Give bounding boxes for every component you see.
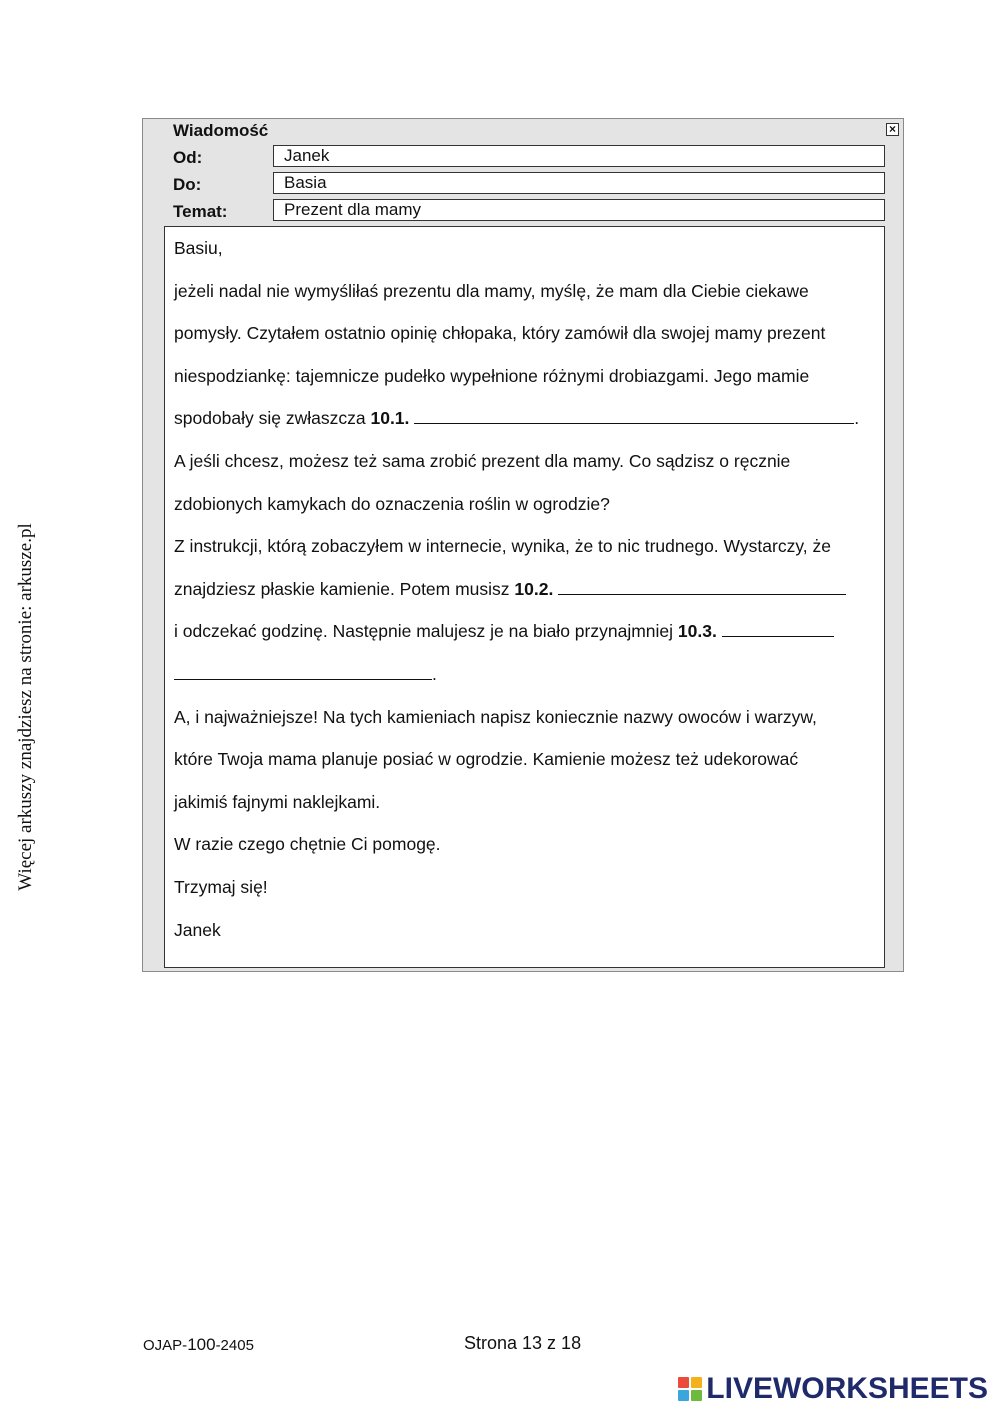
message-line — [174, 575, 884, 618]
message-line: Janek — [174, 919, 221, 940]
message-line: Basiu, — [174, 238, 223, 258]
gap-number-10-2: 10.2. — [514, 578, 554, 599]
message-line: jakimiś fajnymi naklejkami. — [174, 791, 381, 812]
message-line: A jeśli chcesz, możesz też sama zrobić prezent dla mamy. Co sądzisz o ręcznie — [174, 450, 791, 471]
brand-name: LIVEWORKSHEETS — [706, 1372, 988, 1405]
message-window — [142, 118, 904, 972]
message-line: zdobionych kamykach do oznaczenia roślin w ogrodzie? — [174, 493, 610, 514]
message-text: znajdziesz płaskie kamienie. Potem musisz — [174, 578, 515, 599]
subject-field[interactable]: Prezent dla mamy — [273, 199, 885, 221]
gap-number-10-3: 10.3. — [677, 621, 717, 642]
answer-gap-10-2[interactable] — [558, 579, 846, 595]
message-line — [174, 660, 884, 703]
liveworksheets-logo — [678, 1372, 988, 1406]
gap-number-10-1: 10.1. — [370, 408, 410, 429]
from-field[interactable]: Janek — [273, 145, 885, 167]
message-line: Z instrukcji, którą zobaczyłem w internecie, wynika, że to nic trudnego. Wystarczy, że — [174, 536, 831, 557]
period: . — [854, 408, 860, 429]
from-row — [143, 145, 905, 169]
message-line: które Twoja mama planuje posiać w ogrodzie. Kamienie możesz też udekorować — [174, 749, 799, 770]
message-line: W razie czego chętnie Ci pomogę. — [174, 834, 441, 855]
answer-gap-10-3[interactable] — [722, 621, 834, 637]
message-text: spodobały się zwłaszcza — [174, 408, 371, 429]
message-line: A, i najważniejsze! Na tych kamieniach napisz koniecznie nazwy owoców i warzyw, — [174, 706, 817, 727]
exam-code-suffix: -2405 — [215, 1337, 254, 1354]
exam-code-prefix: OJAP- — [143, 1337, 188, 1354]
window-title: Wiadomość — [173, 121, 269, 140]
side-watermark-text: Więcej arkuszy znajdziesz na stronie: arkusze.pl — [15, 523, 36, 891]
exam-code — [143, 1335, 254, 1355]
from-label: Od: — [173, 148, 203, 167]
logo-square — [691, 1377, 702, 1388]
to-label: Do: — [173, 175, 202, 194]
message-line: Trzymaj się! — [174, 876, 268, 897]
subject-row — [143, 199, 905, 223]
message-line: niespodziankę: tajemnicze pudełko wypełnione różnymi drobiazgami. Jego mamie — [174, 365, 810, 386]
answer-gap-10-1[interactable] — [414, 408, 854, 424]
message-line — [174, 404, 884, 447]
page-number: Strona 13 z 18 — [464, 1333, 582, 1353]
logo-square — [678, 1377, 689, 1388]
message-line: pomysły. Czytałem ostatnio opinię chłopaka, który zamówił dla swojej mamy prezent — [174, 323, 826, 344]
exam-code-number: 100 — [187, 1335, 216, 1354]
message-line: jeżeli nadal nie wymyśliłaś prezentu dla mamy, myślę, że mam dla Ciebie ciekawe — [174, 280, 809, 301]
to-field[interactable]: Basia — [273, 172, 885, 194]
logo-icon — [678, 1377, 702, 1401]
message-line — [174, 617, 884, 660]
logo-square — [691, 1390, 702, 1401]
period: . — [432, 663, 437, 684]
answer-gap-10-3-continued[interactable] — [174, 664, 432, 680]
to-row — [143, 172, 905, 196]
message-text: i odczekać godzinę. Następnie malujesz je na biało przynajmniej — [174, 621, 678, 642]
logo-square — [678, 1390, 689, 1401]
subject-label: Temat: — [173, 202, 228, 221]
close-icon[interactable]: × — [886, 123, 899, 136]
message-body — [164, 226, 885, 968]
